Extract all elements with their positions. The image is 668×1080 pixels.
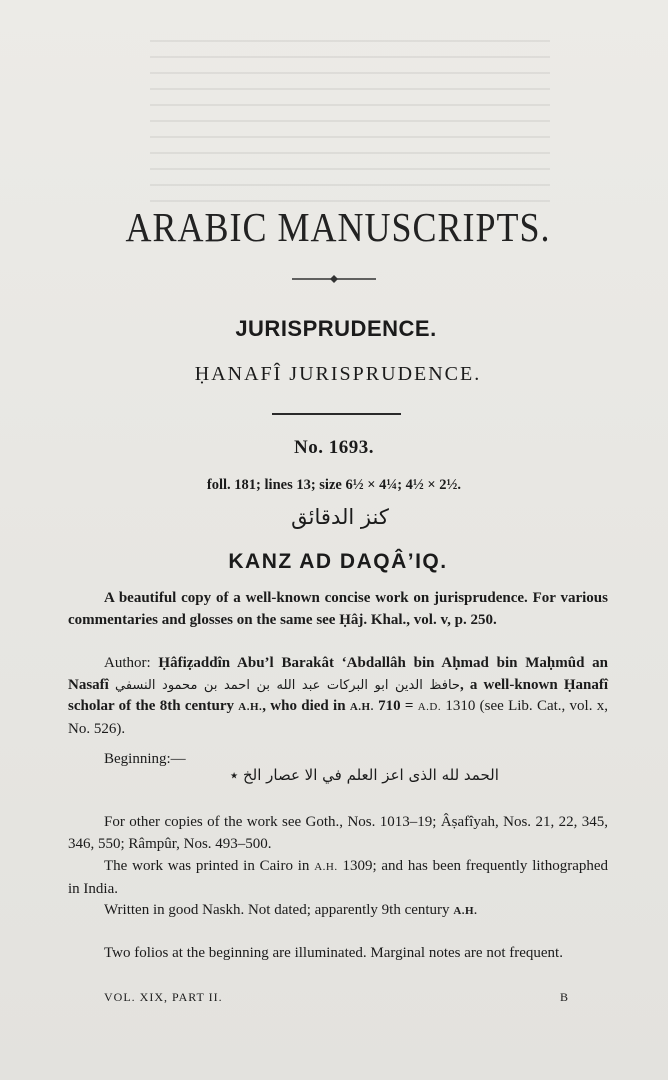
script-note bbox=[68, 899, 608, 922]
entry-description: A beautiful copy of a well-known concise work on jurisprudence. For various commentaries and glosses on the same see Ḥâj. Khal., vol. v, p. 250. bbox=[68, 590, 608, 628]
section-divider bbox=[272, 413, 401, 415]
printed-note bbox=[68, 855, 608, 900]
footer-signature: VOL. XIX, PART II. bbox=[104, 990, 223, 1004]
entry-title: KANZ AD DAQÂ’IQ. bbox=[228, 550, 448, 573]
show-through-text bbox=[150, 40, 550, 210]
printed-post: 1309; and has been frequently lithographed in India. bbox=[68, 858, 609, 897]
era-ah: A.H. bbox=[238, 701, 263, 713]
era-ah: A.H. bbox=[453, 905, 478, 917]
footer-signature-mark: B bbox=[560, 990, 569, 1004]
title-ornament-icon bbox=[292, 272, 376, 286]
era-ad: A.D. bbox=[417, 701, 442, 713]
beginning-arabic-text: الحمد لله الذى اعز العلم في الا عصار الخ ٭ bbox=[230, 766, 499, 784]
author-detail-a: , a well-known Ḥanafî scholar of the 8th century bbox=[68, 676, 608, 714]
author-label: Author: bbox=[104, 655, 151, 671]
printed-pre: The work was printed in Cairo in bbox=[104, 858, 310, 874]
entry-author bbox=[68, 653, 608, 740]
subsection-heading: ḤANAFÎ JURISPRUDENCE. bbox=[194, 363, 482, 385]
entry-arabic-title: كنز الدقائق bbox=[291, 505, 389, 529]
author-detail-d: 1310 (see Lib. Cat., vol. x, No. 526). bbox=[68, 698, 609, 737]
beginning-label: Beginning:— bbox=[104, 751, 186, 767]
author-detail-b: , who died in bbox=[262, 698, 346, 714]
entry-physical-description: foll. 181; lines 13; size 6½ × 4¼; 4½ × 2½. bbox=[206, 477, 462, 493]
author-name-arabic: حافظ الدين ابو البركات عبد الله بن احمد بن محمود النسفي bbox=[115, 677, 460, 693]
entry-number: No. 1693. bbox=[294, 437, 374, 458]
page-title: ARABIC MANUSCRIPTS. bbox=[125, 204, 551, 251]
author-name: Ḥâfiẓaddîn Abu’l Barakât ‘Abdallâh bin Aḥmad bin Maḥmûd an Nasafî bbox=[68, 655, 609, 693]
era-ah: A.H. bbox=[349, 701, 374, 713]
written-text: Written in good Naskh. Not dated; apparently 9th century bbox=[104, 902, 450, 918]
section-heading: JURISPRUDENCE. bbox=[235, 316, 437, 341]
other-copies: For other copies of the work see Goth., Nos. 1013–19; Âṣafîyah, Nos. 21, 22, 345, 346, 550; Râmpûr, Nos. 493–500. bbox=[68, 814, 608, 852]
folios-note: Two folios at the beginning are illuminated. Marginal notes are not frequent. bbox=[104, 945, 563, 961]
era-ah: A.H. bbox=[314, 861, 338, 873]
author-detail-c: 710 = bbox=[378, 698, 414, 714]
